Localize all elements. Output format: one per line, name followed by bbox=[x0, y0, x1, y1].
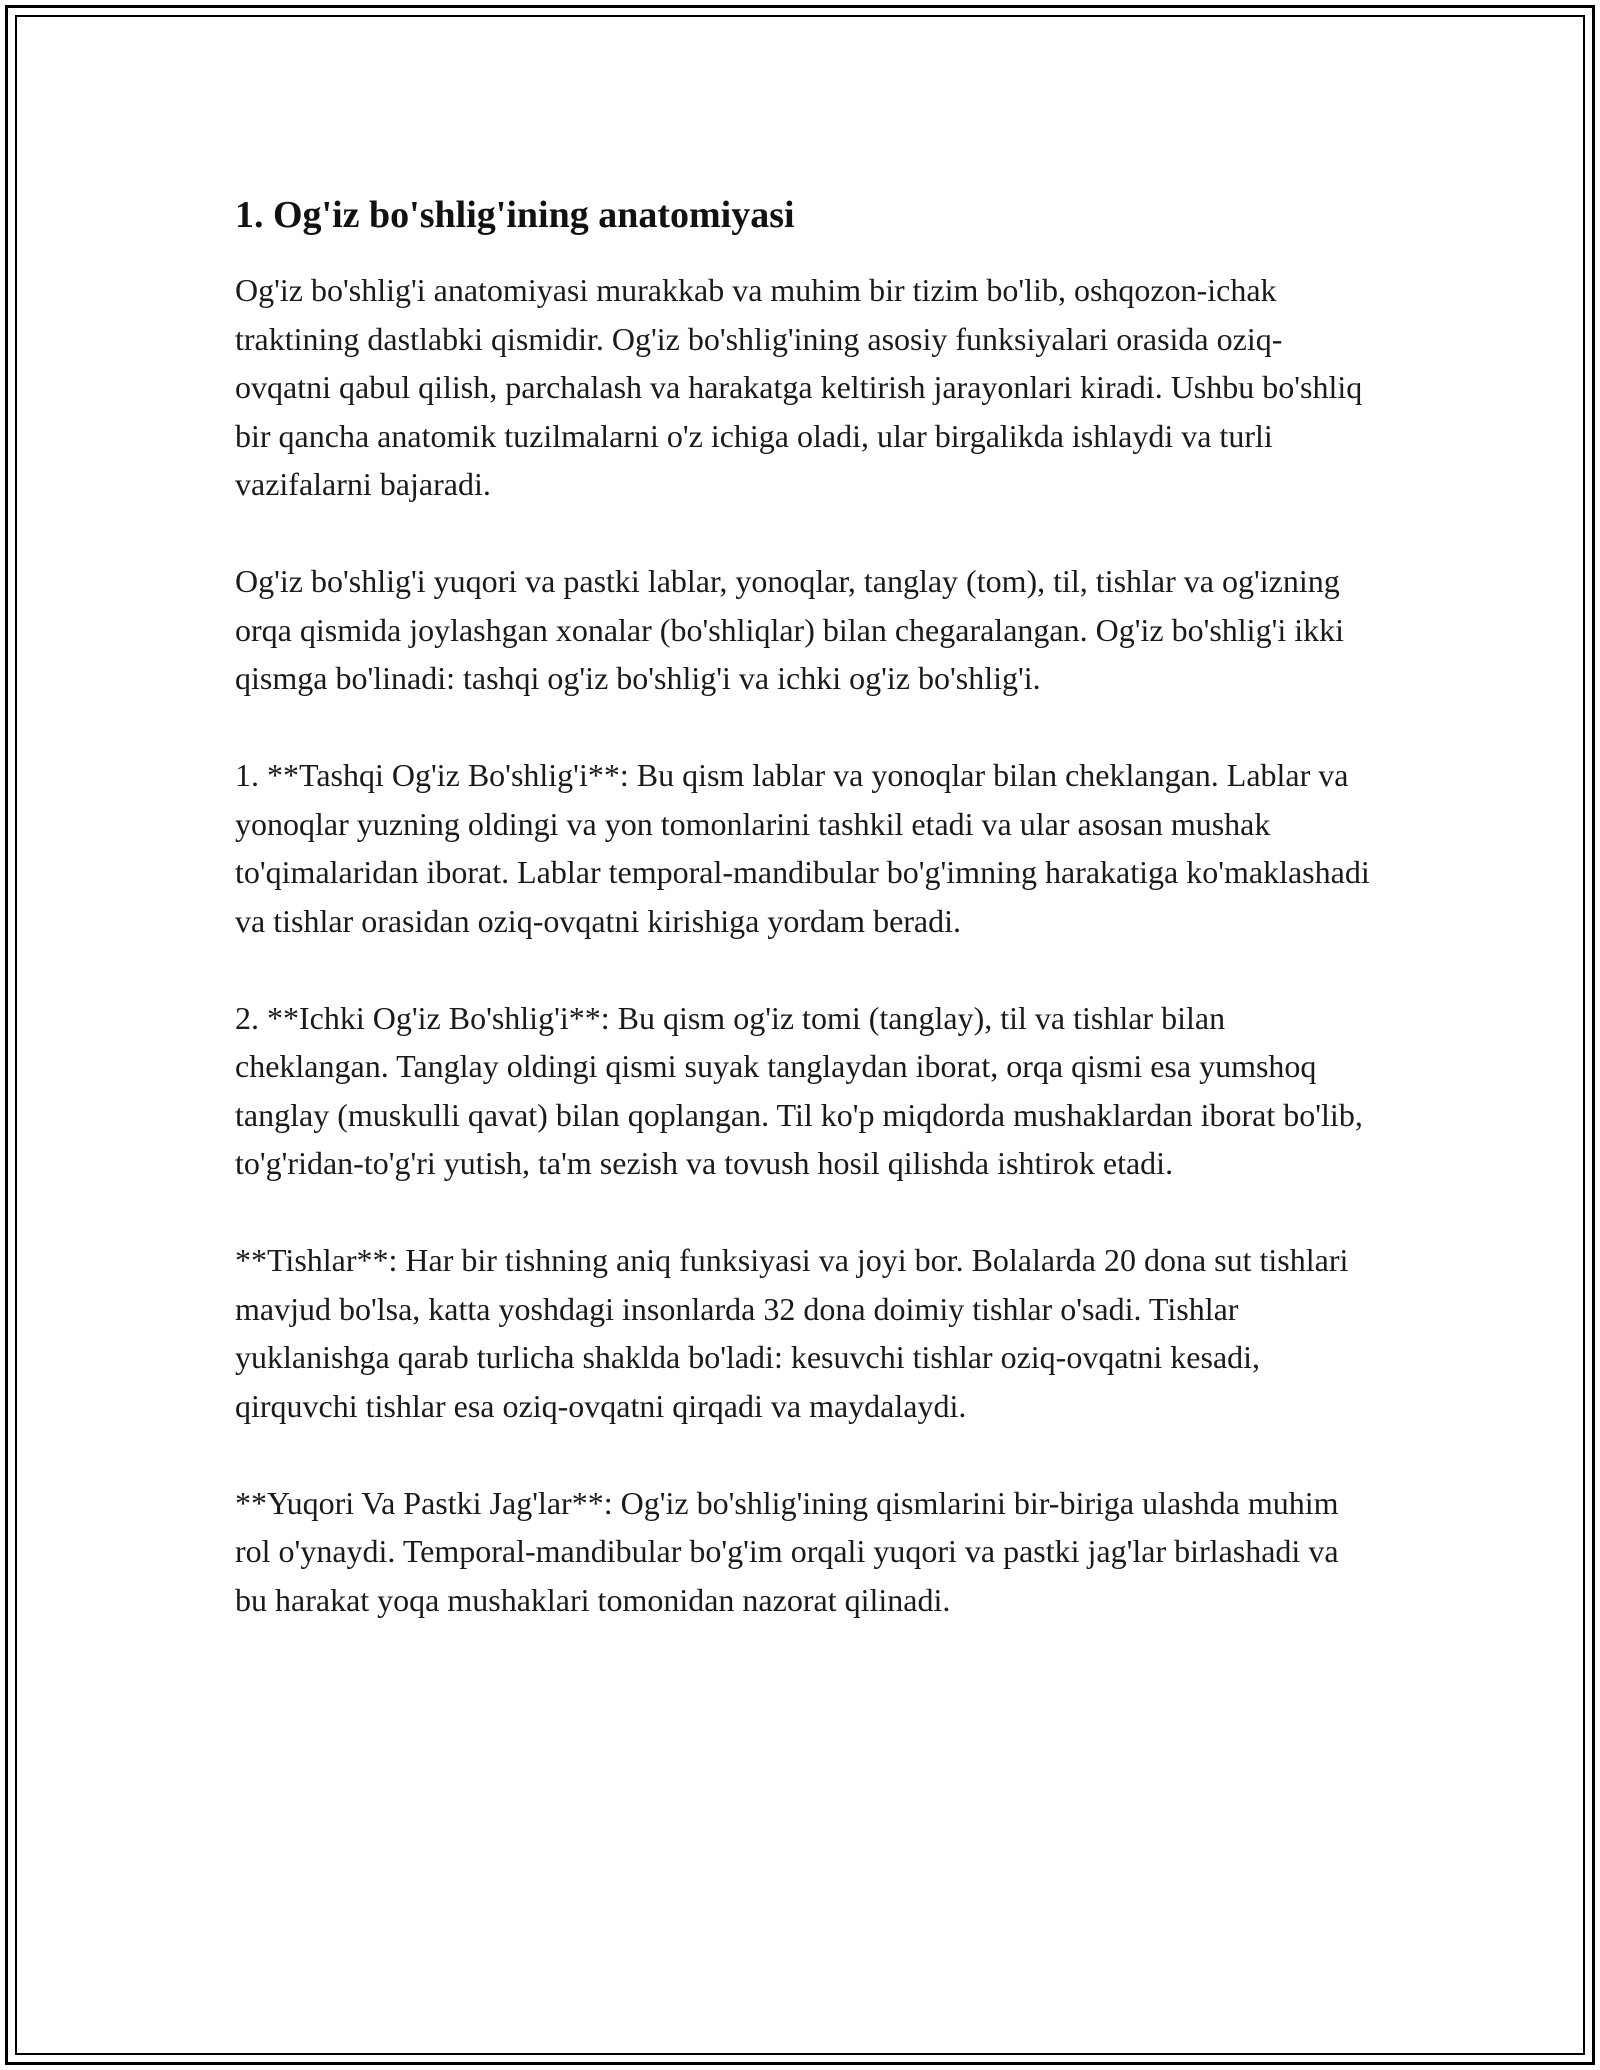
section-heading: 1. Og'iz bo'shlig'ining anatomiyasi bbox=[235, 194, 795, 236]
document-body bbox=[235, 186, 1375, 1673]
paragraph-inner-cavity: 2. **Ichki Og'iz Bo'shlig'i**: Bu qism og'iz tomi (tanglay), til va tishlar bilan cheklangan. Tanglay oldingi qismi suyak tanglaydan iborat, orqa qismi esa yumshoq tanglay (muskulli qavat) bilan qoplangan. Til ko'p miqdorda mushaklardan iborat bo'lib, to'g'ridan-to'g'ri yutish, ta'm sezish va tovush hosil qilishda ishtirok etadi. bbox=[235, 999, 1363, 1181]
paragraph-jaws: **Yuqori Va Pastki Jag'lar**: Og'iz bo'shlig'ining qismlarini bir-biriga ulashda muhim rol o'ynaydi. Temporal-mandibular bo'g'im orqali yuqori va pastki jag'lar birlashadi va bu harakat yoqa mushaklari tomonidan nazorat qilinadi. bbox=[235, 1484, 1339, 1618]
paragraph-outer-cavity: 1. **Tashqi Og'iz Bo'shlig'i**: Bu qism lablar va yonoqlar bilan cheklangan. Lablar va yonoqlar yuzning oldingi va yon tomonlarini tashkil etadi va ular asosan mushak to'qimalaridan iborat. Lablar temporal-mandibular bo'g'imning harakatiga ko'maklashadi va tishlar orasidan oziq-ovqatni kirishiga yordam beradi. bbox=[235, 757, 1370, 939]
paragraph-intro: Og'iz bo'shlig'i anatomiyasi murakkab va muhim bir tizim bo'lib, oshqozon-ichak traktining dastlabki qismidir. Og'iz bo'shlig'ining asosiy funksiyalari orasida oziq-ovqatni qabul qilish, parchalash va harakatga keltirish jarayonlari kiradi. Ushbu bo'shliq bir qancha anatomik tuzilmalarni o'z ichiga oladi, ular birgalikda ishlaydi va turli vazifalarni bajaradi. bbox=[235, 272, 1363, 502]
paragraph-teeth: **Tishlar**: Har bir tishning aniq funksiyasi va joyi bor. Bolalarda 20 dona sut tishlari mavjud bo'lsa, katta yoshdagi insonlarda 32 dona doimiy tishlar o'sadi. Tishlar yuklanishga qarab turlicha shaklda bo'ladi: kesuvchi tishlar oziq-ovqatni kesadi, qirquvchi tishlar esa oziq-ovqatni qirqadi va maydalaydi. bbox=[235, 1242, 1349, 1424]
paragraph-boundaries: Og'iz bo'shlig'i yuqori va pastki lablar, yonoqlar, tanglay (tom), til, tishlar va og'izning orqa qismida joylashgan xonalar (bo'shliqlar) bilan chegaralangan. Og'iz bo'shlig'i ikki qismga bo'linadi: tashqi og'iz bo'shlig'i va ichki og'iz bo'shlig'i. bbox=[235, 563, 1344, 696]
